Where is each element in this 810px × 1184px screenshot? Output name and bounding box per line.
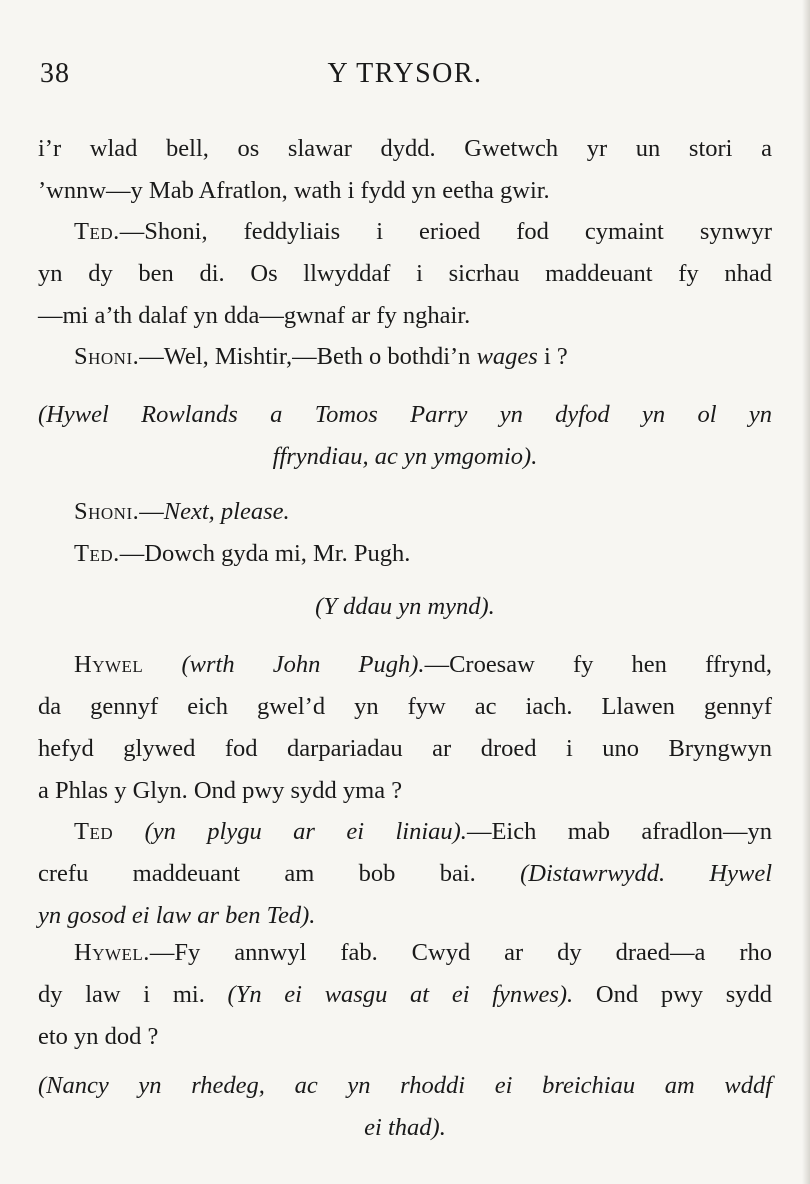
italic-text: (yn plygu ar ei liniau). [144,818,467,845]
speaker-name: Shoni. [74,343,140,370]
speaker-name: Hywel. [74,939,150,966]
italic-word: wages [476,343,538,370]
text-line: eto yn dod ? [38,1023,159,1050]
italic-text: yn gosod ei law ar ben Ted). [38,902,316,929]
stage-direction [38,1065,772,1149]
text-line: a Phlas y Glyn. Ond pwy sydd yma ? [38,777,403,804]
text-line [38,811,772,853]
speaker-name: Ted [74,818,114,845]
stage-direction [38,586,772,628]
text-line [38,533,772,575]
dialogue-text: Ond pwy sydd [573,981,773,1008]
stage-direction-line: (Y ddau yn mynd). [315,593,495,620]
text-line [38,853,772,895]
text-line [38,491,772,533]
running-title: Y TRYSOR. [327,58,483,89]
text-line: i’r wlad bell, os slawar dydd. Gwetwch yr un stori a [38,135,772,162]
page-number: 38 [40,58,70,89]
text-line [38,336,772,378]
dialogue-text: dy law i mi. [38,981,228,1008]
stage-direction-line: ffryndiau, ac yn ymgomio). [272,443,538,470]
text-line: ’wnnw—y Mab Afratlon, wath i fydd yn eetha gwir. [38,177,550,204]
italic-text: (Yn ei wasgu at ei fynwes). [227,981,574,1008]
dialogue-text: —Fy annwyl fab. Cwyd ar dy draed—a rho [149,939,772,966]
dialogue-text: —Wel, Mishtir,—Beth o bothdi’n [139,343,477,370]
dash: — [139,498,164,525]
dialogue-text: —Dowch gyda mi, Mr. Pugh. [119,540,411,567]
dialogue-text: —Eich mab afradlon—yn [466,818,772,845]
paragraph-8 [38,644,772,812]
dialogue-text: —Croesaw fy hen ffrynd, [424,651,773,678]
text-line [38,644,772,686]
dialogue-text: i ? [537,343,568,370]
stage-direction-line: (Nancy yn rhedeg, ac yn rhoddi ei breichiau am wddf [38,1072,772,1099]
text-line: —mi a’th dalaf yn dda—gwnaf ar fy nghair. [38,302,471,329]
text-line [38,211,772,253]
italic-text: (Distawrwydd. Hywel [520,860,772,887]
paragraph-1 [38,128,772,212]
paragraph-6 [38,533,772,575]
paragraph-5 [38,491,772,533]
paragraph-10 [38,932,772,1058]
speaker-name: Shoni. [74,498,140,525]
speaker-name: Ted. [74,218,120,245]
paragraph-3 [38,336,772,378]
italic-text: (wrth John Pugh). [181,651,425,678]
dialogue-text: —Shoni, feddyliais i erioed fod cymaint synwyr [119,218,772,245]
speaker-name: Ted. [74,540,120,567]
text-line: da gennyf eich gwel’d yn fyw ac iach. Llawen gennyf [38,693,772,720]
text-line: hefyd glywed fod darpariadau ar droed i uno Bryngwyn [38,735,772,762]
text-line [38,974,772,1016]
text-line [38,932,772,974]
stage-direction-line: (Hywel Rowlands a Tomos Parry yn dyfod yn ol yn [38,401,772,428]
text-line: yn dy ben di. Os llwyddaf i sicrhau maddeuant fy nhad [38,260,772,287]
paragraph-9 [38,811,772,937]
stage-direction-line: ei thad). [364,1114,446,1141]
stage-direction [38,394,772,478]
page-edge-shadow [802,0,810,1184]
dialogue-text: crefu maddeuant am bob bai. [38,860,521,887]
page-header [40,58,770,98]
speaker-name: Hywel [74,651,144,678]
paragraph-2 [38,211,772,337]
italic-text: Next, please. [163,498,290,525]
